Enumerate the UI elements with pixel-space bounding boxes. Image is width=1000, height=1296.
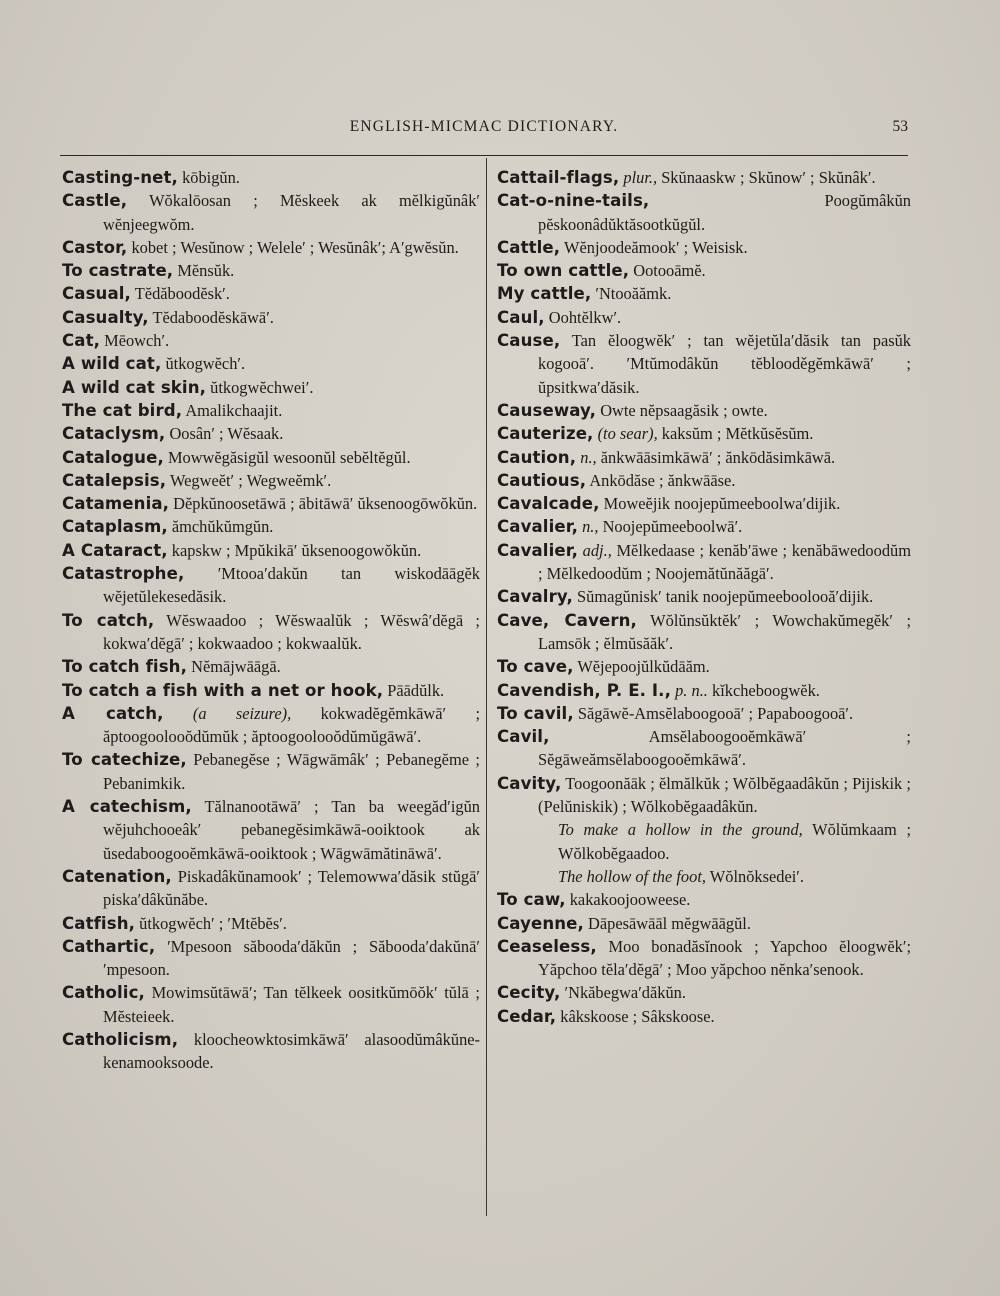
headword: Cavendish, P. E. I., [497,680,671,700]
dictionary-entry [62,539,480,562]
definition: Piskadâkŭnamook′ ; Telemowwa′dăsik stŭgā′ piska′dâkŭnăbe. [103,866,480,910]
definition: ŭtkogwĕch′. [165,354,246,374]
dictionary-entry [497,585,911,608]
headword: Cecity, [497,983,561,1003]
headword: A catch, [62,703,164,723]
definition: Noojepŭmeeboolwā′. [602,517,743,537]
dictionary-entry [62,655,480,678]
grammar-note: (a seizure), [192,703,292,723]
headword: Cavalcade, [497,494,600,514]
definition: Poogŭmâkŭn pĕskoonâdŭktăsootkŭgŭl. [538,191,911,234]
definition: Wĕswaadoo ; Wĕswaalŭk ; Wĕswâ′dĕgā ; kokwa′dĕgā′ ; kokwaadoo ; kokwaalŭk. [103,610,480,653]
dictionary-entry [497,539,911,586]
headword: Catalepsis, [62,470,167,490]
headword: Cave, Cavern, [497,610,637,630]
definition: Oosân′ ; Wĕsaak. [169,424,284,444]
headword: Catholicism, [62,1029,179,1049]
headword: Cause, [497,331,561,351]
dictionary-entry [497,236,911,259]
definition: Mowimsŭtāwā′; Tan tĕlkeek oositkŭmōŏk′ tŭlā ; Mĕsteieek. [103,983,480,1026]
definition: Wĕnjoodeămook′ ; Weisisk. [564,237,748,257]
headword: Cathartic, [62,936,156,956]
definition: Oohtĕlkw′. [548,307,622,327]
dictionary-entry [62,282,480,305]
definition: Moo bonadăsĭnook ; Yapchoo ĕloogwĕk′; Yăpchoo tĕla′dĕgā′ ; Moo yăpchoo nĕnka′senook. [538,936,911,980]
definition: Amalikchaajit. [185,400,283,420]
definition: Mēowch′. [104,331,170,351]
definition: Sŭmagŭnisk′ tanik noojepŭmeeboolooă′dijik. [577,587,874,607]
headword: Causeway, [497,400,597,420]
definition: kōbigŭn. [182,168,240,187]
headword: Castle, [62,191,128,211]
definition: Wŏlnŏksedei′. [709,866,804,886]
dictionary-entry [497,329,911,399]
dictionary-entry [62,865,480,912]
dictionary-entry [497,492,911,515]
dictionary-entry [62,422,480,445]
headword: Cavil, [497,727,550,747]
definition: Tĕdăboodĕsk′. [134,284,230,304]
definition: Pebanegĕse ; Wāgwāmâk′ ; Pebanegĕme ; Pebanimkik. [103,750,480,793]
dictionary-entry [497,818,911,865]
headword: My cattle, [497,284,592,304]
definition: kakakoojooweese. [569,890,691,910]
definition: Tan ĕloogwĕk′ ; tan wĕjetŭla′dăsik tan pasŭk kogooā′. ′Mtŭmodâkŭn tĕblooděgĕmkāwā′ ; ŭpsitkwa′dăsik. [538,331,911,397]
grammar-note: n., [580,447,597,467]
headword: Catholic, [62,983,145,1003]
italic-phrase: To make a hollow in the ground, [558,820,803,840]
dictionary-entry [497,865,911,888]
dictionary-entry [62,912,480,935]
dictionary-entry [497,399,911,422]
definition: Toogoonăāk ; ĕlmălkŭk ; Wŏlbĕgaadâkŭn ; Pijiskik ; (Pelŭniskik) ; Wŏlkobĕgaadâkŭn. [538,773,911,817]
dictionary-entry [62,562,480,609]
dictionary-entry [62,352,480,375]
definition: Wŏlŭmkaam ; Wŏlkobĕgaadoo. [558,820,911,863]
headword: Casual, [62,284,131,304]
dictionary-entry [497,702,911,725]
dictionary-entry [62,492,480,515]
definition: Săgāwĕ-Amsĕlaboogooā′ ; Papaboogooā′. [577,703,854,723]
definition: kĭkcheboogwĕk. [712,680,820,700]
definition: Dĕpkŭnoosetāwā ; ābitāwā′ ŭksenoogōwŏkŭn. [173,494,478,514]
definition: Wŏlŭnsŭktĕk′ ; Wowchakŭmegĕk′ ; Lamsōk ; ĕlmŭsăăk′. [538,610,911,653]
definition: kloocheowktosimkāwā′ alasoodŭmâkŭne-kenamooksoode. [103,1029,480,1073]
headword: Caul, [497,307,545,327]
headword: Cauterize, [497,424,594,444]
headword: Cavalier, [497,540,578,560]
dictionary-entry [62,515,480,538]
headword: A Cataract, [62,540,168,560]
dictionary-entry [62,446,480,469]
definition: kokwadĕgĕmkāwā′ ; ăptoogoolooŏdŭmŭk ; ăptoogoolooŏdŭmŭgāwā′. [103,703,481,747]
dictionary-entry [62,189,480,236]
dictionary-entry [62,399,480,422]
page-number: 53 [892,118,908,135]
dictionary-entry [497,469,911,492]
definition: Skŭnaaskw ; Skŭnow′ ; [661,168,815,187]
dictionary-entry [62,609,480,656]
dictionary-entry [62,236,480,259]
dictionary-entry [497,259,911,282]
definition: ′Mtooa′dakŭn tan wiskodāāgĕk wĕjetŭlekesedăsik. [103,564,480,607]
dictionary-entry [62,469,480,492]
headword: Cat-o-nine-tails, [497,191,650,211]
definition: Wŏkalōosan ; Mĕskeek ak mĕlkigŭnâk′ wĕnjeegwŏm. [103,191,480,234]
dictionary-entry [62,702,480,749]
running-title: ENGLISH-MICMAC DICTIONARY. [349,118,619,135]
italic-phrase: The hollow of the foot, [558,866,706,886]
dictionary-entry [62,376,480,399]
left-column [62,166,480,1075]
headword: Cataplasm, [62,517,168,537]
dictionary-entry [497,515,911,538]
dictionary-entry [62,259,480,282]
headword: To cave, [497,657,574,677]
headword: To catechize, [62,750,187,770]
header-rule [60,155,908,156]
dictionary-entry [62,329,480,352]
dictionary-entry [497,935,911,982]
headword: Ceaseless, [497,936,597,956]
dictionary-entry [497,609,911,656]
grammar-note: adj., [582,540,612,560]
grammar-note: (to sear), [597,424,658,444]
dictionary-entry [497,282,911,305]
dictionary-entry [62,795,480,865]
headword: To catch, [62,610,155,630]
dictionary-entry [62,679,480,702]
headword: Casting-net, [62,168,178,187]
dictionary-entry [497,446,911,469]
headword: To catch fish, [62,657,187,677]
definition: kobet ; Wesŭnow ; Welele′ ; Wesŭnâk′; A′gwĕsŭn. [131,237,459,257]
definition: Tĕdaboodĕskāwā′. [152,307,274,327]
definition: ănkwāāsimkāwā′ ; ănkōdăsimkāwā. [600,447,836,467]
definition: ′Ntooăămk. [595,284,672,304]
dictionary-entry [62,981,480,1028]
headword: Castor, [62,237,128,257]
column-divider [486,158,487,1216]
definition-continued: Skŭnâk′. [818,168,876,187]
dictionary-entry [497,422,911,445]
headword: Cautious, [497,470,587,490]
grammar-note: plur., [623,168,658,187]
definition: Mowwĕgăsigŭl wesoonŭl sebĕltĕgŭl. [167,447,411,467]
dictionary-entry [62,1028,480,1075]
headword: Casualty, [62,307,149,327]
definition: Tălnanootāwā′ ; Tan ba weegăd′igŭn wĕjuhchooeâk′ pebanegĕsimkāwā-ooiktook ak ŭsedaboogooĕmkāwā-ooiktook ; Wāgwāmătināwā′. [103,797,480,863]
headword: Cavalier, [497,517,578,537]
definition: kapskw ; Mpŭkikā′ ŭksenoogowŏkŭn. [171,540,422,560]
dictionary-entry [497,912,911,935]
dictionary-entry [497,306,911,329]
dictionary-entry [497,981,911,1004]
headword: The cat bird, [62,400,183,420]
headword: To catch a fish with a net or hook, [62,680,384,700]
definition: Mĕlkedaase ; kenăb′āwe ; kenăbāwedoodŭm ; Mĕlkedoodŭm ; Noojemătŭnăăgā′. [538,540,911,584]
dictionary-entry [497,772,911,819]
dictionary-entry [497,189,911,236]
page-header [60,118,908,140]
definition: Amsĕlaboogooĕmkāwā′ ; Sĕgāweămsĕlaboogooĕmkāwā′. [538,727,911,770]
headword: To cavil, [497,703,574,723]
dictionary-entry [62,748,480,795]
dictionary-entry [497,166,911,189]
headword: To own cattle, [497,261,630,281]
headword: To caw, [497,890,566,910]
grammar-note: n., [582,517,599,537]
definition: kaksŭm ; Mĕtkŭsĕsŭm. [661,424,814,444]
definition: ămchŭkŭmgŭn. [171,517,274,537]
dictionary-entry [497,655,911,678]
headword: Cat, [62,331,101,351]
definition: Mĕnsŭk. [177,261,235,281]
headword: Cataclysm, [62,424,166,444]
definition: ′Nkăbegwa′dăkŭn. [564,983,686,1003]
headword: To castrate, [62,261,174,281]
dictionary-entry [497,1005,911,1028]
definition: Ootooāmĕ. [633,261,706,281]
dictionary-entry [497,888,911,911]
dictionary-entry [62,306,480,329]
dictionary-entry [62,166,480,189]
definition: Nĕmājwāāgā. [191,657,281,677]
headword: Catamenia, [62,494,170,514]
definition: Pāādŭlk. [387,680,445,700]
headword: Caution, [497,447,577,467]
headword: Catfish, [62,913,136,933]
dictionary-entry [497,725,911,772]
definition: Dāpesāwāāl mĕgwāāgŭl. [588,913,751,933]
definition: Owte nĕpsaagăsik ; owte. [600,400,768,420]
definition: ŭtkogwĕchwei′. [210,377,314,397]
dictionary-entry [497,679,911,702]
definition: Ankōdăse ; ănkwāāse. [589,470,736,490]
definition: ŭtkogwĕch′ ; ′Mtĕbĕs′. [139,913,287,933]
headword: Cedar, [497,1006,557,1026]
definition: Wegweĕt′ ; Wegweĕmk′. [169,470,332,490]
right-column [497,166,911,1028]
definition: ′Mpesoon săbooda′dăkŭn ; Săbooda′dakŭnā′ ′mpesoon. [103,936,480,980]
headword: Cattle, [497,237,561,257]
headword: Catalogue, [62,447,164,467]
dictionary-entry [62,935,480,982]
headword: Cayenne, [497,913,584,933]
headword: Cattail-flags, [497,168,620,187]
headword: A catechism, [62,797,192,817]
headword: Cavity, [497,773,562,793]
headword: Cavalry, [497,587,573,607]
definition: Wĕjepoojŭlkŭdāăm. [577,657,710,677]
headword: Catenation, [62,866,172,886]
headword: Catastrophe, [62,564,185,584]
definition: kâkskoose ; Sâkskoose. [560,1006,715,1026]
headword: A wild cat skin, [62,377,207,397]
headword: A wild cat, [62,354,162,374]
definition: Moweĕjik noojepŭmeeboolwa′dijik. [603,494,841,514]
grammar-note: p. n.. [675,680,708,700]
